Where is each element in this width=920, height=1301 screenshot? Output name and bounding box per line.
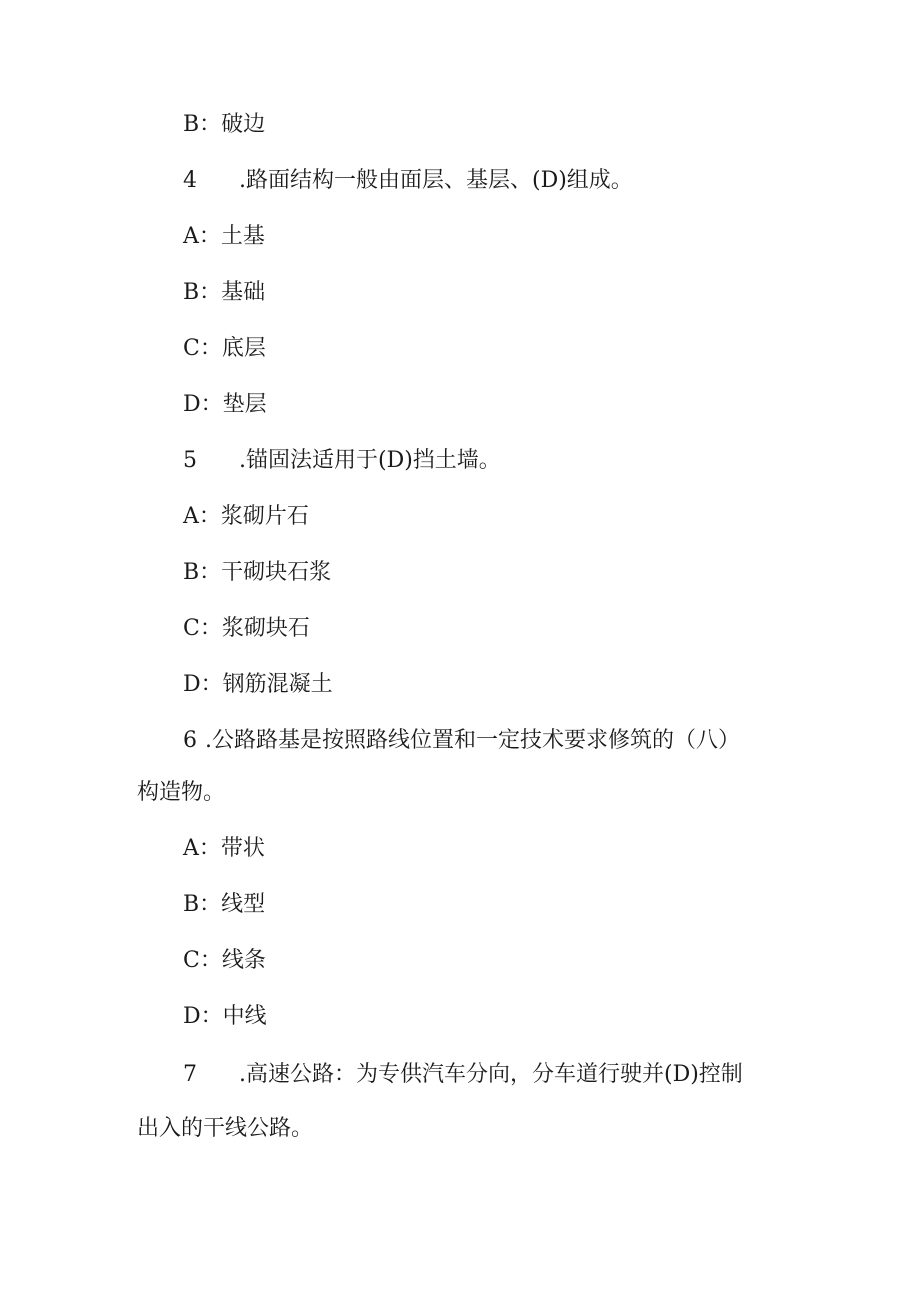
- option-text: D：垫层: [183, 392, 267, 417]
- option-text: A：浆砌片石: [183, 504, 309, 529]
- option-text: D：钢筋混凝土: [183, 672, 333, 697]
- question-text-continuation: 构造物。: [137, 780, 226, 805]
- option-text: A：带状: [183, 836, 265, 861]
- option-text: B：干砌块石浆: [183, 560, 332, 585]
- question-text: .锚固法适用于(D)挡土墙。: [239, 448, 501, 473]
- option-text: C：浆砌块石: [183, 616, 310, 641]
- option-text: A：土基: [183, 224, 265, 249]
- question-7: [183, 1060, 743, 1090]
- question-number: 4: [183, 168, 197, 193]
- question-text: .公路路基是按照路线位置和一定技术要求修筑的（八）: [205, 728, 740, 753]
- question-number: 6: [183, 728, 197, 753]
- question-6: [183, 726, 740, 756]
- question-text: .高速公路：为专供汽车分向，分车道行驶并(D)控制: [239, 1062, 743, 1087]
- option-text: B：线型: [183, 892, 266, 917]
- question-text-continuation: 出入的干线公路。: [137, 1116, 314, 1141]
- option-text: D：中线: [183, 1004, 267, 1029]
- question-text: .路面结构一般由面层、基层、(D)组成。: [239, 168, 633, 193]
- option-text: B：破边: [183, 112, 266, 137]
- option-text: C：底层: [183, 336, 266, 361]
- question-5: [183, 446, 501, 476]
- option-text: B：基础: [183, 280, 266, 305]
- question-number: 7: [183, 1062, 197, 1087]
- option-text: C：线条: [183, 948, 266, 973]
- question-number: 5: [183, 448, 197, 473]
- question-4: [183, 166, 633, 196]
